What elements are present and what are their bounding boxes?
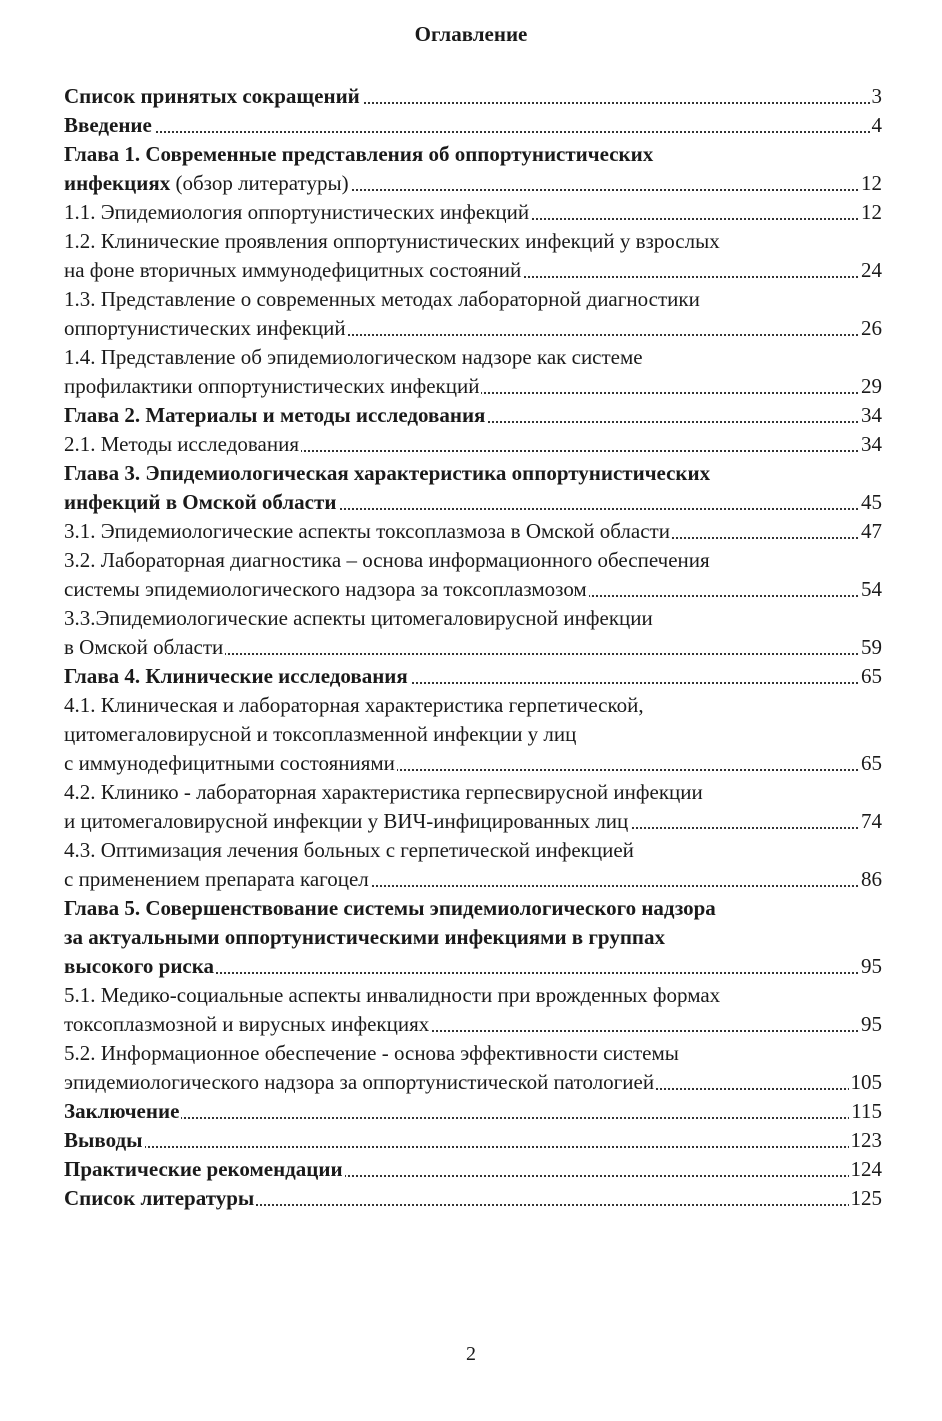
toc-entry-title: Глава 1. Современные представления об оппортунистических: [64, 142, 654, 166]
toc-entry: [64, 691, 882, 720]
toc-entry-page: 47: [859, 517, 882, 546]
toc-entry-title: 1.3. Представление о современных методах лабораторной диагностики: [64, 287, 700, 311]
page-number: 2: [466, 1343, 476, 1365]
toc-entry-page: 24: [859, 256, 882, 285]
toc-entry-text: [64, 633, 225, 662]
toc-entry-title: инфекциях: [64, 171, 171, 195]
toc-entry-text: [64, 894, 718, 923]
toc-entry-text: [64, 488, 338, 517]
toc-entry: [64, 227, 882, 256]
toc-entry-subtitle: (обзор литературы): [170, 171, 349, 195]
toc-entry-text: [64, 749, 397, 778]
toc-entry-page: 4: [870, 111, 883, 140]
toc-entry-text: [64, 778, 705, 807]
toc-entry-title: 3.1. Эпидемиологические аспекты токсоплазмоза в Омской области: [64, 519, 670, 543]
toc-entry: [64, 952, 882, 981]
toc-entry: [64, 1010, 882, 1039]
toc-entry-text: [64, 198, 531, 227]
toc-entry-title: эпидемиологического надзора за оппортунистической патологией: [64, 1070, 655, 1094]
toc-entry-title: цитомегаловирусной и токсоплазменной инфекции у лиц: [64, 722, 577, 746]
toc-entry: [64, 865, 882, 894]
toc-entry-page: 26: [859, 314, 882, 343]
toc-entry-page: 59: [859, 633, 882, 662]
toc-entry-page: 12: [859, 169, 882, 198]
toc-entry-text: [64, 430, 301, 459]
toc-entry: [64, 633, 882, 662]
toc-entry: [64, 488, 882, 517]
toc-entry-text: [64, 981, 722, 1010]
toc-entry-text: [64, 1097, 181, 1126]
toc-entry-title: профилактики оппортунистических инфекций: [64, 374, 480, 398]
toc-entry: [64, 1184, 882, 1213]
toc-entry-page: 125: [849, 1184, 883, 1213]
toc-entry-title: 3.2. Лабораторная диагностика – основа информационного обеспечения: [64, 548, 710, 572]
toc-entry-text: [64, 459, 712, 488]
toc-entry-title: 5.2. Информационное обеспечение - основа эффективности системы: [64, 1041, 679, 1065]
toc-entry: [64, 140, 882, 169]
toc-entry-text: [64, 923, 667, 952]
toc-entry-text: [64, 720, 578, 749]
toc-entry-page: 29: [859, 372, 882, 401]
toc-entry: [64, 82, 882, 111]
toc-entry: [64, 1155, 882, 1184]
toc-entry-text: [64, 1068, 656, 1097]
toc-entry-title: 4.3. Оптимизация лечения больных с герпетической инфекцией: [64, 838, 634, 862]
toc-entry-title: оппортунистических инфекций: [64, 316, 346, 340]
toc-entry-page: 95: [859, 952, 882, 981]
toc-entry: [64, 604, 882, 633]
toc-entry-page: 34: [859, 430, 882, 459]
toc-entry-text: [64, 256, 523, 285]
toc-entry-title: Список принятых сокращений: [64, 84, 360, 108]
toc-entry-title: 1.4. Представление об эпидемиологическом надзоре как системе: [64, 345, 643, 369]
toc-entry-title: с применением препарата кагоцел: [64, 867, 369, 891]
toc-entry-text: [64, 1126, 145, 1155]
toc-entry-text: [64, 111, 154, 140]
toc-entry-page: 65: [859, 749, 882, 778]
toc-entry-text: [64, 836, 636, 865]
toc-entry-title: Выводы: [64, 1128, 143, 1152]
toc-entry: [64, 981, 882, 1010]
toc-entry-text: [64, 169, 351, 198]
toc-entry-title: Глава 5. Совершенствование системы эпидемиологического надзора: [64, 896, 716, 920]
toc-entry: [64, 1097, 882, 1126]
toc-entry-text: [64, 285, 702, 314]
toc-entry: [64, 111, 882, 140]
toc-entry: [64, 343, 882, 372]
toc-entry: [64, 256, 882, 285]
toc-entry-text: [64, 401, 487, 430]
toc-entry-page: 115: [849, 1097, 882, 1126]
toc-entry: [64, 430, 882, 459]
toc-entry-title: 4.2. Клинико - лабораторная характеристика герпесвирусной инфекции: [64, 780, 703, 804]
toc-entry-text: [64, 517, 672, 546]
toc-entry-title: Список литературы: [64, 1186, 255, 1210]
toc-entry: [64, 923, 882, 952]
toc-entry-text: [64, 314, 348, 343]
toc-entry-title: Глава 2. Материалы и методы исследования: [64, 403, 486, 427]
toc-entry: [64, 894, 882, 923]
toc-entry-text: [64, 1010, 431, 1039]
toc-entry-text: [64, 575, 589, 604]
toc-entry-text: [64, 1039, 681, 1068]
toc-entry: [64, 575, 882, 604]
toc-entry: [64, 546, 882, 575]
toc-entry-text: [64, 372, 481, 401]
toc-entry-title: высокого риска: [64, 954, 215, 978]
toc-entry: [64, 459, 882, 488]
toc-entry-page: 105: [849, 1068, 883, 1097]
toc-entry-page: 123: [849, 1126, 883, 1155]
toc-entry-title: за актуальными оппортунистическими инфекциями в группах: [64, 925, 666, 949]
toc-entry-title: Введение: [64, 113, 152, 137]
toc-entry: [64, 198, 882, 227]
toc-entry-text: [64, 140, 655, 169]
toc-entry-title: инфекций в Омской области: [64, 490, 337, 514]
toc-entry-text: [64, 952, 216, 981]
toc-entry-page: 65: [859, 662, 882, 691]
toc-entry: [64, 1068, 882, 1097]
toc-entry-page: 54: [859, 575, 882, 604]
toc-entry-title: токсоплазмозной и вирусных инфекциях: [64, 1012, 430, 1036]
toc-entry-title: в Омской области: [64, 635, 224, 659]
toc-entry-text: [64, 662, 410, 691]
toc-entry-page: 45: [859, 488, 882, 517]
toc-entry: [64, 517, 882, 546]
toc-entry-page: 124: [849, 1155, 883, 1184]
toc-entry-title: 3.3.Эпидемиологические аспекты цитомегаловирусной инфекции: [64, 606, 653, 630]
toc-entry-text: [64, 604, 655, 633]
toc-entry: [64, 778, 882, 807]
toc-entry-title: Глава 4. Клинические исследования: [64, 664, 408, 688]
toc-entry: [64, 749, 882, 778]
toc-entry-title: 4.1. Клиническая и лабораторная характеристика герпетической,: [64, 693, 644, 717]
toc-entry-text: [64, 343, 645, 372]
toc-entry-text: [64, 1155, 345, 1184]
toc-entry-page: 74: [859, 807, 882, 836]
toc-entry-title: 1.2. Клинические проявления оппортунистических инфекций у взрослых: [64, 229, 720, 253]
toc-entry-text: [64, 1184, 256, 1213]
toc-entry-page: 95: [859, 1010, 882, 1039]
toc-entry: [64, 1126, 882, 1155]
toc-entry-title: Заключение: [64, 1099, 180, 1123]
toc-title: Оглавление: [414, 22, 528, 46]
toc-entry: [64, 401, 882, 430]
toc-entry-title: 2.1. Методы исследования: [64, 432, 299, 456]
toc-entry-title: системы эпидемиологического надзора за токсоплазмозом: [64, 577, 587, 601]
toc-entry-title: 1.1. Эпидемиология оппортунистических инфекций: [64, 200, 530, 224]
toc-entry-text: [64, 546, 712, 575]
toc-entry-text: [64, 691, 646, 720]
toc-entry: [64, 662, 882, 691]
toc-entry-title: с иммунодефицитными состояниями: [64, 751, 395, 775]
toc-entry: [64, 836, 882, 865]
toc-entry-page: 12: [859, 198, 882, 227]
toc-entry-title: Глава 3. Эпидемиологическая характеристика оппортунистических: [64, 461, 711, 485]
toc-entry: [64, 169, 882, 198]
table-of-contents: [64, 82, 882, 1213]
toc-entry: [64, 314, 882, 343]
toc-entry-page: 86: [859, 865, 882, 894]
toc-entry: [64, 807, 882, 836]
toc-entry: [64, 1039, 882, 1068]
toc-entry-title: Практические рекомендации: [64, 1157, 343, 1181]
toc-entry-title: и цитомегаловирусной инфекции у ВИЧ-инфицированных лиц: [64, 809, 629, 833]
toc-entry-text: [64, 227, 722, 256]
toc-entry-text: [64, 865, 371, 894]
toc-entry-text: [64, 807, 630, 836]
toc-entry: [64, 372, 882, 401]
toc-entry-title: 5.1. Медико-социальные аспекты инвалидности при врожденных формах: [64, 983, 721, 1007]
toc-entry-text: [64, 82, 362, 111]
toc-entry: [64, 720, 882, 749]
toc-entry-page: 34: [859, 401, 882, 430]
toc-entry: [64, 285, 882, 314]
toc-entry-title: на фоне вторичных иммунодефицитных состояний: [64, 258, 522, 282]
toc-entry-page: 3: [870, 82, 883, 111]
